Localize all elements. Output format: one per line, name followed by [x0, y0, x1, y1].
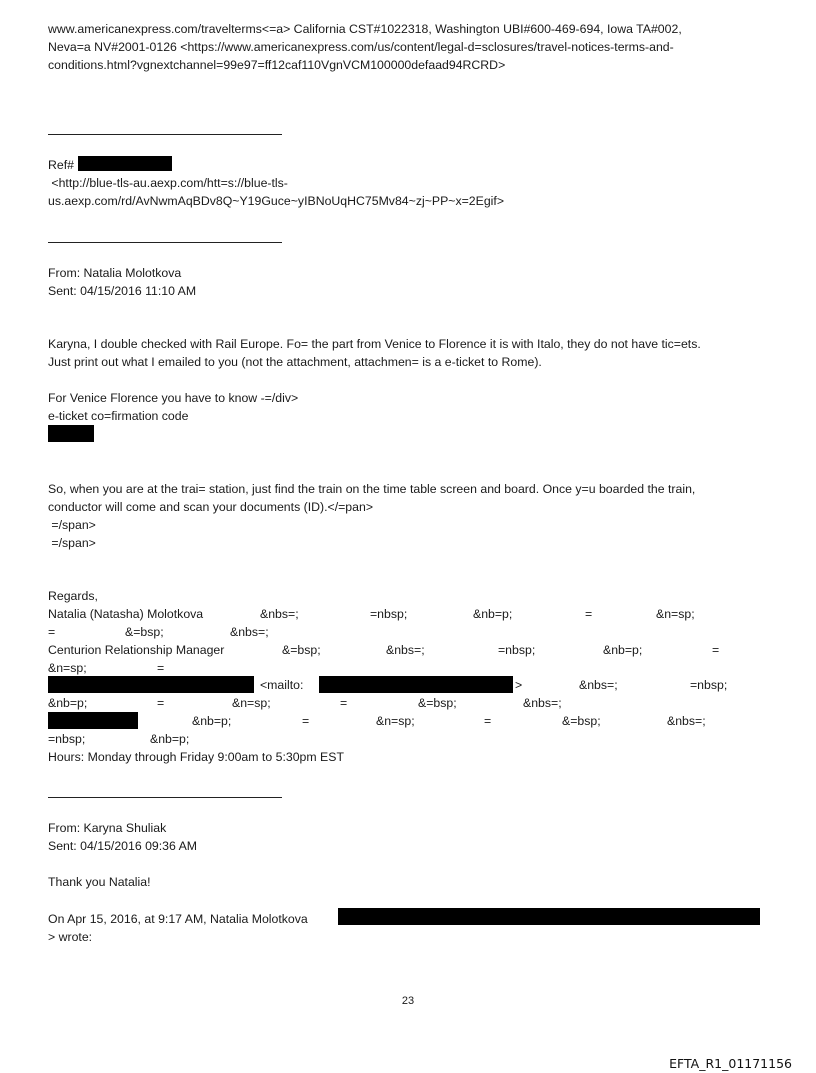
separator-rule: [48, 242, 282, 243]
entity-fragment: &n=sp;: [48, 661, 87, 675]
quote-attribution-tail: > wrote:: [48, 930, 93, 944]
entity-fragment: &nbs=;: [667, 714, 706, 728]
quote-attribution: On Apr 15, 2016, at 9:17 AM, Natalia Molotkova: [48, 912, 308, 926]
signature-hours: Hours: Monday through Friday 9:00am to 5:30pm EST: [48, 750, 344, 764]
entity-fragment: =: [48, 625, 56, 639]
entity-fragment: &n=sp;: [232, 696, 271, 710]
entity-fragment: =: [712, 643, 720, 657]
separator-rule: [48, 134, 282, 135]
entity-fragment: =nbsp;: [690, 678, 728, 692]
email-body-line: So, when you are at the trai= station, just find the train on the time table screen and board. Once y=u boarded the train,: [48, 482, 696, 496]
entity-fragment: &nbs=;: [230, 625, 269, 639]
email-body-line: For Venice Florence you have to know -=/div>: [48, 391, 299, 405]
entity-fragment: =: [157, 696, 165, 710]
email-sent: Sent: 04/15/2016 09:36 AM: [48, 839, 198, 853]
email-from: From: Karyna Shuliak: [48, 821, 167, 835]
entity-fragment: &=bsp;: [418, 696, 457, 710]
entity-fragment: &nb=p;: [473, 607, 513, 621]
redaction-box: [48, 712, 138, 729]
entity-fragment: &nbs=;: [386, 643, 425, 657]
entity-fragment: &nbs=;: [260, 607, 299, 621]
redaction-box: [78, 156, 172, 171]
mailto-close: >: [515, 678, 523, 692]
entity-fragment: =nbsp;: [498, 643, 536, 657]
entity-fragment: &nbs=;: [523, 696, 562, 710]
entity-fragment: &=bsp;: [282, 643, 321, 657]
redaction-box: [319, 676, 513, 693]
ref-link-line-2: us.aexp.com/rd/AvNwmAqBDv8Q~Y19Guce~yIBNoUqHC75Mv84~zj~PP~x=2Egif>: [48, 194, 505, 208]
entity-fragment: &=bsp;: [125, 625, 164, 639]
entity-fragment: &nb=p;: [603, 643, 643, 657]
terms-line-2: Neva=a NV#2001-0126 <https://www.americanexpress.com/us/content/legal-d=sclosures/travel-notices-terms-and-: [48, 40, 674, 54]
signature-regards: Regards,: [48, 589, 98, 603]
entity-fragment: &nb=p;: [192, 714, 232, 728]
entity-fragment: =: [585, 607, 593, 621]
redaction-box: [338, 908, 760, 925]
ref-label: Ref#: [48, 158, 74, 172]
separator-rule: [48, 797, 282, 798]
redaction-box: [48, 425, 94, 442]
email-sent: Sent: 04/15/2016 11:10 AM: [48, 284, 197, 298]
document-id: EFTA_R1_01171156: [669, 1056, 792, 1071]
email-body-line: Just print out what I emailed to you (not the attachment, attachmen= is a e-ticket to Rome).: [48, 355, 542, 369]
email-body-line: =/span>: [48, 536, 96, 550]
entity-fragment: &nbs=;: [579, 678, 618, 692]
entity-fragment: =: [484, 714, 492, 728]
page-number: 23: [401, 995, 415, 1007]
email-body-line: Thank you Natalia!: [48, 875, 151, 889]
mailto-prefix: <mailto:: [260, 678, 304, 692]
signature-name: Natalia (Natasha) Molotkova: [48, 607, 204, 621]
entity-fragment: =nbsp;: [370, 607, 408, 621]
entity-fragment: =: [157, 661, 165, 675]
signature-title: Centurion Relationship Manager: [48, 643, 225, 657]
ref-link-line-1: <http://blue-tls-au.aexp.com/htt=s://blue-tls-: [48, 176, 288, 190]
entity-fragment: =nbsp;: [48, 732, 86, 746]
entity-fragment: &=bsp;: [562, 714, 601, 728]
email-body-line: =/span>: [48, 518, 96, 532]
terms-line-1: www.americanexpress.com/travelterms<=a> California CST#1022318, Washington UBI#600-469-694, Iowa TA#002,: [48, 22, 682, 36]
email-from: From: Natalia Molotkova: [48, 266, 182, 280]
email-body-line: conductor will come and scan your documents (ID).</=pan>: [48, 500, 374, 514]
entity-fragment: &nb=p;: [150, 732, 190, 746]
entity-fragment: &n=sp;: [376, 714, 415, 728]
email-body-line: e-ticket co=firmation code: [48, 409, 189, 423]
entity-fragment: =: [302, 714, 310, 728]
entity-fragment: =: [340, 696, 348, 710]
redaction-box: [48, 676, 254, 693]
email-body-line: Karyna, I double checked with Rail Europe. Fo= the part from Venice to Florence it is with Italo, they do not have tic=ets.: [48, 337, 701, 351]
terms-line-3: conditions.html?vgnextchannel=99e97=ff12caf110VgnVCM100000defaad94RCRD>: [48, 58, 506, 72]
entity-fragment: &n=sp;: [656, 607, 695, 621]
entity-fragment: &nb=p;: [48, 696, 88, 710]
